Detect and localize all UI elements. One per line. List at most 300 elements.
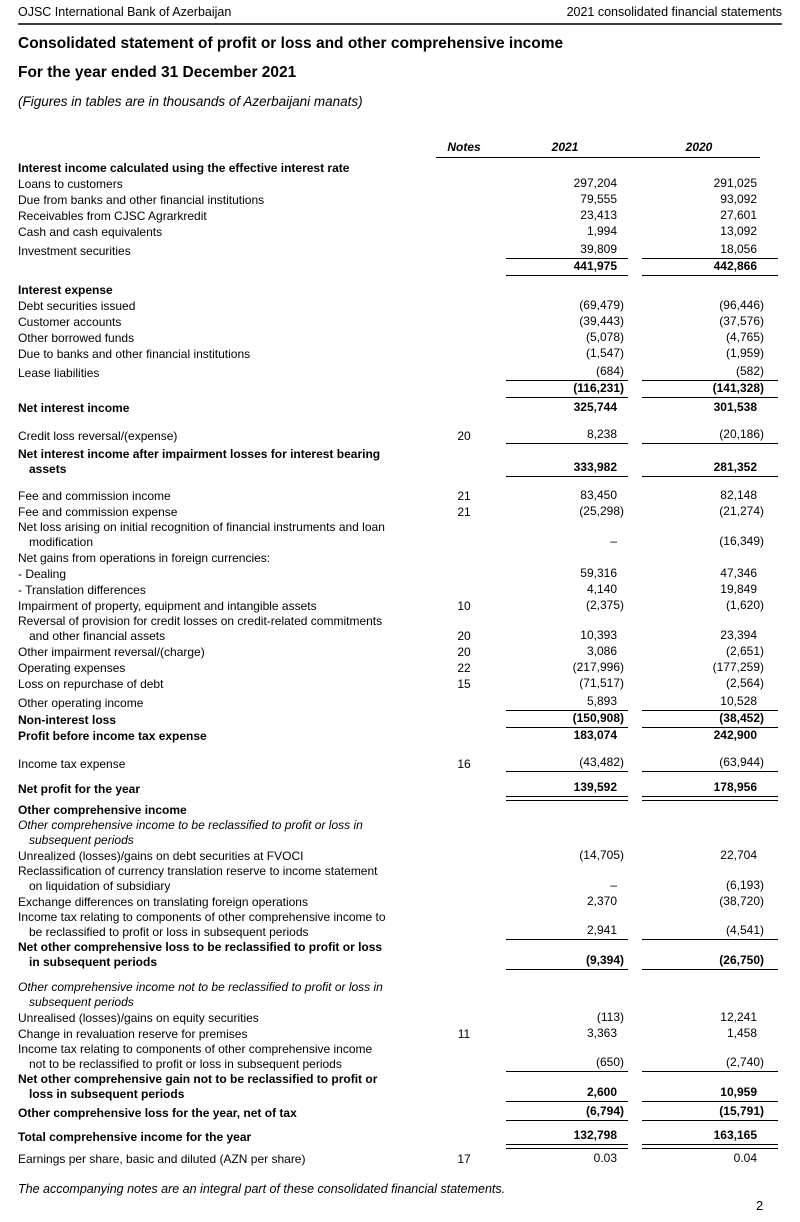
- value-text: 1,458: [726, 1026, 757, 1040]
- row-label-line: Other comprehensive income not to be reclassified to profit or loss in: [18, 980, 383, 994]
- page-title: Consolidated statement of profit or loss and other comprehensive income: [18, 35, 564, 52]
- row-label-line: Cash and cash equivalents: [18, 225, 163, 239]
- value-2021: [506, 1055, 628, 1072]
- statement-row: [18, 694, 782, 711]
- row-label: [18, 299, 436, 314]
- statement-row: [18, 940, 782, 970]
- value-text: 79,555: [580, 192, 617, 206]
- row-label-line: - Translation differences: [18, 583, 146, 597]
- value-text: 132,798: [573, 1128, 617, 1142]
- value-2021: [506, 1128, 628, 1145]
- statement-row: [18, 176, 782, 192]
- value-2021: [506, 694, 628, 711]
- document-header: [18, 0, 782, 25]
- row-label: [18, 713, 436, 728]
- statement-row: [18, 1104, 782, 1121]
- value-text: 325,744: [573, 400, 617, 414]
- value-2020: [642, 802, 778, 818]
- statement-row: [18, 224, 782, 240]
- row-label: [18, 864, 436, 894]
- statement-row: [18, 160, 782, 176]
- value-text: 47,346: [720, 566, 757, 580]
- row-label-line: Credit loss reversal/(expense): [18, 429, 178, 443]
- column-header-2021: 2021: [551, 140, 579, 154]
- value-2021: [506, 848, 628, 864]
- value-2020: [642, 346, 778, 362]
- value-text: 10,528: [720, 694, 757, 708]
- row-label: [18, 1106, 436, 1121]
- value-2021: [506, 427, 628, 444]
- row-label: [18, 614, 436, 644]
- row-label-line: Impairment of property, equipment and intangible assets: [18, 599, 317, 613]
- footer-note: The accompanying notes are an integral part of these consolidated financial statements.: [18, 1182, 506, 1196]
- value-2020: [642, 460, 778, 477]
- row-label-line: Income tax relating to components of other comprehensive income: [18, 1042, 373, 1056]
- value-2020: [642, 1151, 778, 1167]
- row-label: [18, 161, 436, 176]
- value-2020: [642, 1128, 778, 1145]
- row-label: [18, 244, 436, 259]
- value-2020: [642, 878, 778, 894]
- value-text: (2,651): [725, 644, 764, 658]
- value-text: 59,316: [580, 566, 617, 580]
- value-2020: [642, 427, 778, 444]
- row-label: [18, 193, 436, 208]
- row-note-ref: 10: [457, 599, 471, 613]
- statement-row: [18, 1128, 782, 1145]
- value-2020: [642, 660, 778, 676]
- row-label-line: and other financial assets: [29, 629, 166, 643]
- statement-row: [18, 314, 782, 330]
- value-text: 18,056: [720, 242, 757, 256]
- value-text: (116,231): [573, 381, 624, 395]
- value-2021: [506, 644, 628, 660]
- value-2020: [642, 1010, 778, 1026]
- value-2021: [506, 894, 628, 910]
- value-text: (38,720): [719, 894, 764, 908]
- value-text: 163,165: [713, 1128, 757, 1142]
- row-label: [18, 980, 436, 1010]
- value-text: 82,148: [720, 488, 757, 502]
- statement-row: [18, 427, 782, 444]
- row-label-line: Other borrowed funds: [18, 331, 135, 345]
- value-text: 2,370: [586, 894, 617, 908]
- statement-row: [18, 660, 782, 676]
- statement-row: [18, 566, 782, 582]
- row-label-line: Investment securities: [18, 244, 131, 258]
- value-text: 178,956: [713, 780, 757, 794]
- row-label-line: Other comprehensive income: [18, 803, 187, 817]
- value-2021: [506, 878, 628, 894]
- header-company-name: OJSC International Bank of Azerbaijan: [18, 5, 232, 19]
- row-label-line: Fee and commission expense: [18, 505, 178, 519]
- row-label-line: Net other comprehensive loss to be reclassified to profit or loss: [18, 940, 383, 954]
- row-label-line: Due to banks and other financial institutions: [18, 347, 251, 361]
- value-2020: [642, 694, 778, 711]
- row-label: [18, 489, 436, 504]
- row-label-line: Net profit for the year: [18, 782, 141, 796]
- value-2021: [506, 923, 628, 940]
- value-2021: [506, 832, 628, 848]
- value-text: 13,092: [720, 224, 757, 238]
- statement-row: [18, 711, 782, 728]
- statement-row: [18, 728, 782, 744]
- value-2021: [506, 259, 628, 276]
- value-text: (20,186): [719, 427, 764, 441]
- row-note-ref: 15: [457, 677, 471, 691]
- row-label: [18, 401, 436, 416]
- row-label: [18, 447, 436, 477]
- row-label: [18, 803, 436, 818]
- value-2020: [642, 644, 778, 660]
- value-text: 442,866: [713, 259, 757, 273]
- value-text: 3,363: [586, 1026, 617, 1040]
- row-label-line: Other operating income: [18, 696, 144, 710]
- statement-row: [18, 298, 782, 314]
- value-2020: [642, 994, 778, 1010]
- row-note-ref: 21: [457, 505, 471, 519]
- statement-row: [18, 894, 782, 910]
- value-2021: [506, 550, 628, 566]
- row-label-line: Total comprehensive income for the year: [18, 1130, 252, 1144]
- value-2021: [506, 953, 628, 970]
- statement-row: [18, 208, 782, 224]
- row-label: [18, 567, 436, 582]
- value-2020: [642, 364, 778, 381]
- row-label-line: Earnings per share, basic and diluted (AZN per share): [18, 1152, 306, 1166]
- value-text: 281,352: [713, 460, 757, 474]
- value-2021: [506, 282, 628, 298]
- value-2020: [642, 582, 778, 598]
- value-text: (4,765): [725, 330, 764, 344]
- statement-row: [18, 1151, 782, 1167]
- row-note-ref: 22: [457, 661, 471, 675]
- value-text: 19,849: [720, 582, 757, 596]
- row-label-line: Loss on repurchase of debt: [18, 677, 164, 691]
- row-label-line: Income tax expense: [18, 757, 126, 771]
- value-text: (650): [595, 1055, 624, 1069]
- row-label-line: on liquidation of subsidiary: [29, 879, 171, 893]
- value-2020: [642, 566, 778, 582]
- row-label: [18, 940, 436, 970]
- row-label: [18, 661, 436, 676]
- header-report-name: 2021 consolidated financial statements: [566, 5, 782, 19]
- value-text: 2,941: [586, 923, 617, 937]
- value-text: 242,900: [713, 728, 757, 742]
- value-text: 23,413: [580, 208, 617, 222]
- value-text: (63,944): [719, 755, 764, 769]
- row-label: [18, 818, 436, 848]
- value-2020: [642, 780, 778, 797]
- row-label-line: assets: [29, 462, 67, 476]
- row-label-line: Customer accounts: [18, 315, 122, 329]
- row-label-line: Lease liabilities: [18, 366, 100, 380]
- page-subtitle: For the year ended 31 December 2021: [18, 64, 297, 81]
- value-2021: [506, 242, 628, 259]
- value-2021: [506, 1104, 628, 1121]
- value-text: (38,452): [719, 711, 764, 725]
- page-number: 2: [756, 1198, 764, 1213]
- statement-row: [18, 192, 782, 208]
- row-label: [18, 225, 436, 240]
- value-2020: [642, 598, 778, 614]
- row-label: [18, 1072, 436, 1102]
- row-label: [18, 849, 436, 864]
- statement-row: [18, 676, 782, 692]
- value-2021: [506, 1010, 628, 1026]
- statement-row: [18, 364, 782, 381]
- statement-row: [18, 614, 782, 644]
- row-note-ref: 11: [457, 1027, 471, 1041]
- value-2020: [642, 298, 778, 314]
- value-2021: [506, 1085, 628, 1102]
- value-2021: [506, 176, 628, 192]
- value-text: 333,982: [573, 460, 617, 474]
- statement-row: [18, 400, 782, 416]
- row-label-line: Other comprehensive income to be reclassified to profit or loss in: [18, 818, 363, 832]
- statement-row: [18, 242, 782, 259]
- value-text: –: [610, 534, 617, 548]
- value-2020: [642, 728, 778, 744]
- value-text: (9,394): [585, 953, 624, 967]
- row-label-line: Change in revaluation reserve for premises: [18, 1027, 248, 1041]
- value-text: 23,394: [720, 628, 757, 642]
- value-text: 0.04: [733, 1151, 757, 1165]
- value-text: (684): [595, 364, 624, 378]
- value-text: (177,259): [712, 660, 764, 674]
- value-2020: [642, 953, 778, 970]
- row-label-line: Unrealised (losses)/gains on equity securities: [18, 1011, 259, 1025]
- row-label-line: modification: [29, 535, 94, 549]
- value-2020: [642, 488, 778, 504]
- row-label-line: Profit before income tax expense: [18, 729, 207, 743]
- row-label-line: Other impairment reversal/(charge): [18, 645, 205, 659]
- value-text: 3,086: [586, 644, 617, 658]
- value-text: 4,140: [586, 582, 617, 596]
- statement-row: [18, 818, 782, 848]
- value-text: 139,592: [573, 780, 617, 794]
- statement-row: [18, 504, 782, 520]
- row-label: [18, 757, 436, 772]
- row-label-line: Exchange differences on translating foreign operations: [18, 895, 308, 909]
- statement-row: [18, 488, 782, 504]
- value-text: 83,450: [580, 488, 617, 502]
- statement-row: [18, 282, 782, 298]
- row-label-line: not to be reclassified to profit or loss in subsequent periods: [29, 1057, 342, 1071]
- value-text: –: [610, 878, 617, 892]
- value-2021: [506, 566, 628, 582]
- row-label-line: Net other comprehensive gain not to be reclassified to profit or: [18, 1072, 378, 1086]
- value-2021: [506, 460, 628, 477]
- value-2020: [642, 1055, 778, 1072]
- value-2020: [642, 314, 778, 330]
- value-text: (1,959): [725, 346, 764, 360]
- row-note-ref: 20: [457, 629, 471, 643]
- row-label-line: in subsequent periods: [29, 955, 158, 969]
- statement-row: [18, 848, 782, 864]
- value-2020: [642, 923, 778, 940]
- row-label-line: Unrealized (losses)/gains on debt securities at FVOCI: [18, 849, 304, 863]
- value-2020: [642, 282, 778, 298]
- value-2021: [506, 780, 628, 797]
- value-2020: [642, 711, 778, 728]
- row-label-line: Net gains from operations in foreign currencies:: [18, 551, 271, 565]
- row-label: [18, 551, 436, 566]
- value-2021: [506, 582, 628, 598]
- row-label: [18, 366, 436, 381]
- column-header-notes: Notes: [447, 140, 481, 154]
- value-2021: [506, 208, 628, 224]
- statement-row: [18, 598, 782, 614]
- value-text: (21,274): [719, 504, 764, 518]
- statement-row: [18, 980, 782, 1010]
- value-2021: [506, 660, 628, 676]
- value-text: 8,238: [586, 427, 617, 441]
- row-note-ref: 20: [457, 645, 471, 659]
- statement-row: [18, 644, 782, 660]
- row-label-line: Debt securities issued: [18, 299, 136, 313]
- statement-row: [18, 1042, 782, 1072]
- row-label: [18, 910, 436, 940]
- row-note-ref: 21: [457, 489, 471, 503]
- row-label-line: subsequent periods: [29, 995, 134, 1009]
- value-text: 93,092: [720, 192, 757, 206]
- column-gap: [492, 140, 506, 155]
- column-header-2020: 2020: [685, 140, 713, 154]
- value-text: (69,479): [579, 298, 624, 312]
- row-label-line: Operating expenses: [18, 661, 126, 675]
- row-label-line: subsequent periods: [29, 833, 134, 847]
- row-label-line: Net interest income: [18, 401, 130, 415]
- row-label-line: Non-interest loss: [18, 713, 117, 727]
- value-2020: [642, 330, 778, 346]
- value-2021: [506, 160, 628, 176]
- row-label: [18, 347, 436, 362]
- statement-row: [18, 755, 782, 772]
- value-2021: [506, 364, 628, 381]
- value-text: (26,750): [719, 953, 764, 967]
- value-text: 22,704: [720, 848, 757, 862]
- row-label: [18, 1011, 436, 1026]
- value-text: (113): [596, 1010, 624, 1024]
- statement-row: [18, 910, 782, 940]
- row-label-line: - Dealing: [18, 567, 67, 581]
- column-gap: [624, 140, 638, 155]
- value-2021: [506, 728, 628, 744]
- document-page: [18, 0, 782, 1222]
- value-2021: [506, 755, 628, 772]
- row-label-line: Net interest income after impairment losses for interest bearing: [18, 447, 381, 461]
- row-label: [18, 520, 436, 550]
- row-label-line: Net loss arising on initial recognition of financial instruments and loan: [18, 520, 385, 534]
- table-header-row: [18, 140, 782, 158]
- value-text: (15,791): [719, 1104, 764, 1118]
- value-2021: [506, 224, 628, 240]
- value-2020: [642, 208, 778, 224]
- row-label: [18, 1042, 436, 1072]
- value-2020: [642, 550, 778, 566]
- statement-row: [18, 447, 782, 477]
- value-2021: [506, 994, 628, 1010]
- statement-row: [18, 330, 782, 346]
- value-2020: [642, 1026, 778, 1042]
- row-label: [18, 645, 436, 660]
- value-2020: [642, 894, 778, 910]
- value-text: (1,547): [585, 346, 624, 360]
- row-label-line: Fee and commission income: [18, 489, 171, 503]
- statement-row: [18, 550, 782, 566]
- value-text: 183,074: [573, 728, 617, 742]
- row-label: [18, 599, 436, 614]
- statement-row: [18, 346, 782, 362]
- value-text: 5,893: [586, 694, 617, 708]
- row-note-ref: 16: [457, 757, 471, 771]
- row-label: [18, 677, 436, 692]
- value-text: (141,328): [712, 381, 764, 395]
- row-label-line: Receivables from CJSC Agrarkredit: [18, 209, 207, 223]
- value-text: (2,740): [725, 1055, 764, 1069]
- row-label: [18, 429, 436, 444]
- value-text: 2,600: [586, 1085, 617, 1099]
- table-header-columns: [436, 140, 760, 158]
- value-2021: [506, 400, 628, 416]
- value-text: (2,375): [585, 598, 624, 612]
- row-label-line: Loans to customers: [18, 177, 123, 191]
- row-label: [18, 209, 436, 224]
- value-2020: [642, 259, 778, 276]
- value-text: 291,025: [713, 176, 757, 190]
- statement-row: [18, 381, 782, 398]
- value-text: 12,241: [720, 1010, 757, 1024]
- value-2020: [642, 1085, 778, 1102]
- row-label-line: loss in subsequent periods: [29, 1087, 185, 1101]
- value-2020: [642, 848, 778, 864]
- value-2021: [506, 314, 628, 330]
- value-2020: [642, 242, 778, 259]
- value-text: 10,393: [580, 628, 617, 642]
- value-text: (16,349): [719, 534, 764, 548]
- row-label: [18, 283, 436, 298]
- value-text: 10,959: [720, 1085, 757, 1099]
- value-text: (2,564): [725, 676, 764, 690]
- value-2021: [506, 1151, 628, 1167]
- statement-row: [18, 582, 782, 598]
- value-text: (43,482): [579, 755, 624, 769]
- value-2020: [642, 381, 778, 398]
- row-label-line: be reclassified to profit or loss in subsequent periods: [29, 925, 309, 939]
- value-2021: [506, 488, 628, 504]
- value-2021: [506, 346, 628, 362]
- value-text: (582): [735, 364, 764, 378]
- value-2021: [506, 628, 628, 644]
- value-text: (71,517): [579, 676, 624, 690]
- value-2020: [642, 1104, 778, 1121]
- value-2021: [506, 598, 628, 614]
- value-2021: [506, 802, 628, 818]
- value-2020: [642, 628, 778, 644]
- row-label: [18, 1152, 436, 1167]
- row-label: [18, 331, 436, 346]
- value-2020: [642, 755, 778, 772]
- value-2020: [642, 400, 778, 416]
- statement-row: [18, 780, 782, 797]
- row-label-line: Interest income calculated using the effective interest rate: [18, 161, 350, 175]
- row-label: [18, 1130, 436, 1145]
- value-text: (96,446): [719, 298, 764, 312]
- value-2020: [642, 832, 778, 848]
- value-text: 0.03: [593, 1151, 617, 1165]
- value-text: 441,975: [573, 259, 617, 273]
